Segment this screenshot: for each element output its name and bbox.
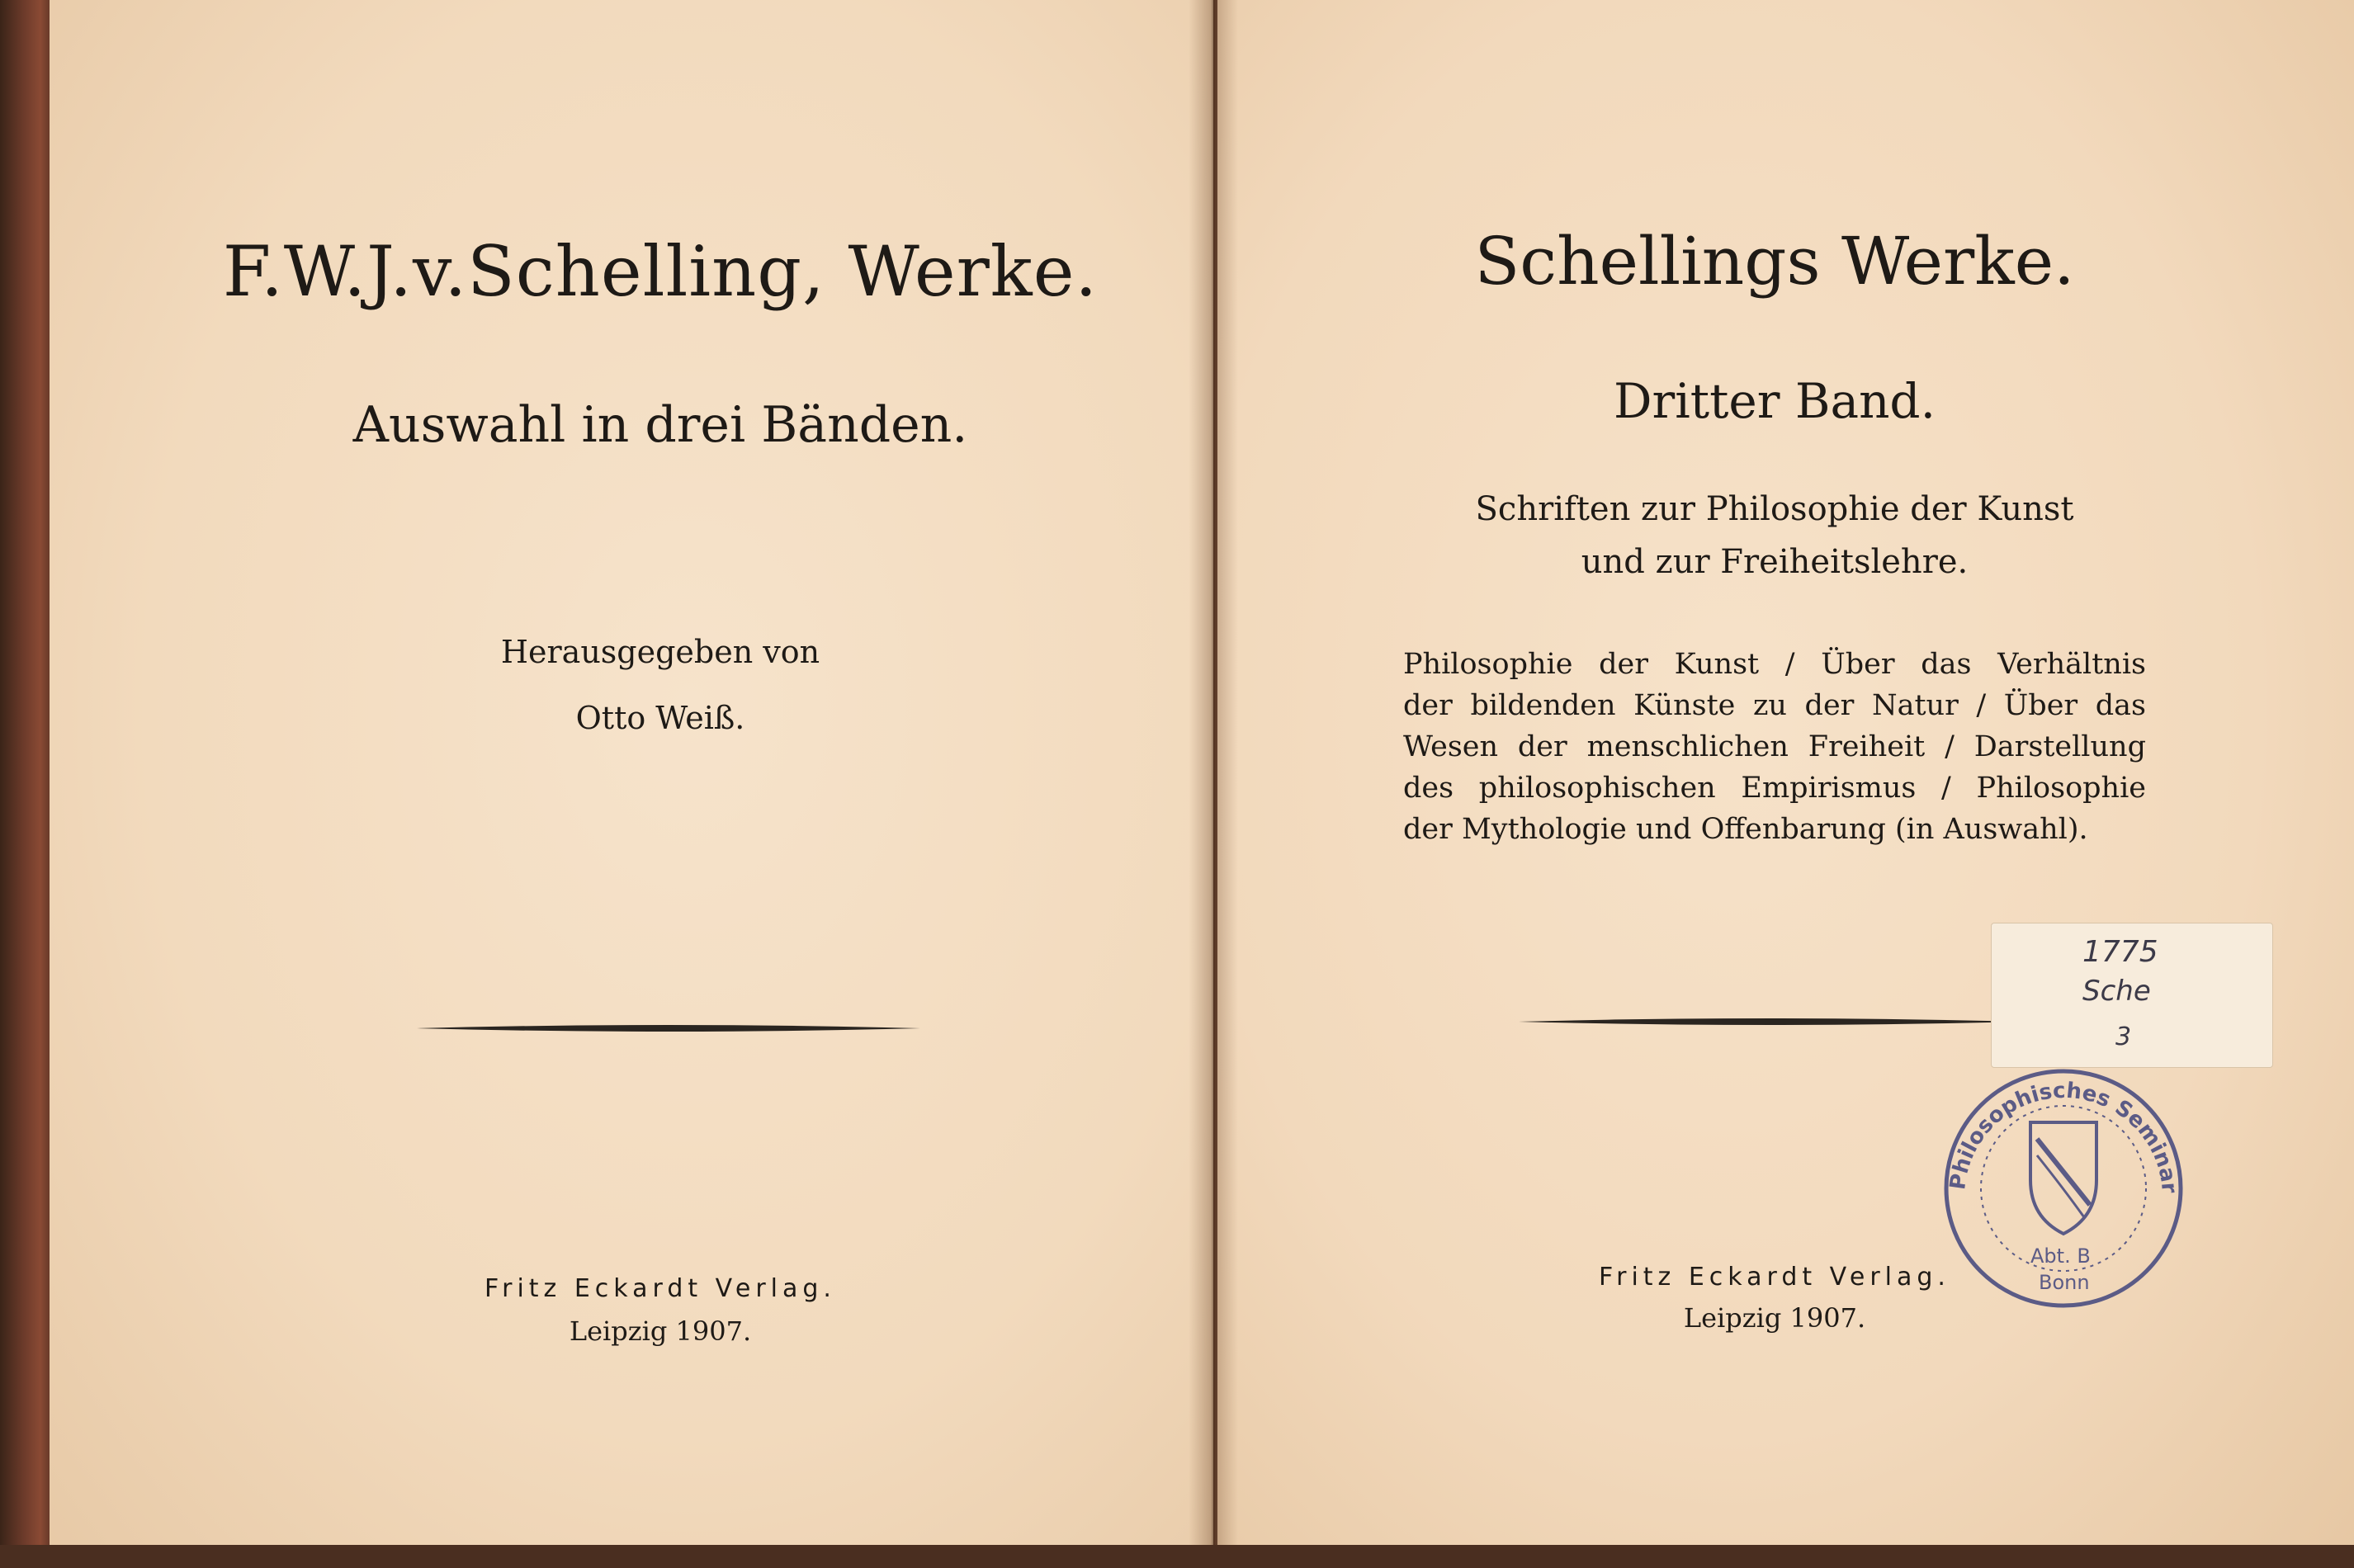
editor-line: Herausgegeben von (500, 634, 820, 670)
contents-block (1403, 644, 2146, 850)
shelf-volume: 3 (2115, 1023, 2132, 1051)
contents-line: der bildenden Künste zu der Natur / Über das (1403, 689, 2146, 722)
book-gutter (1189, 0, 1238, 1568)
volume-label: Dritter Band. (1614, 373, 1936, 429)
left-title: F.W.J.v.Schelling, Werke. (222, 231, 1099, 312)
stamp-ring-text: Philosophisches Seminar (1945, 1078, 2182, 1194)
left-subtitle: Auswahl in drei Bänden. (352, 396, 968, 454)
contents-line: Philosophie der Kunst / Über das Verhältnis (1403, 648, 2146, 681)
series-line-1: Schriften zur Philosophie der Kunst (1475, 490, 2074, 528)
right-place-year: Leipzig 1907. (1683, 1302, 1866, 1334)
shelf-label (1991, 923, 2273, 1068)
series-line-2: und zur Freiheitslehre. (1581, 543, 1969, 581)
contents-line: des philosophischen Empirismus / Philosophie (1403, 772, 2146, 805)
svg-text:Philosophisches Seminar der Un (1931, 1065, 2181, 1194)
right-publisher: Fritz Eckardt Verlag. (1599, 1263, 1950, 1292)
shelf-number: 1775 (2082, 935, 2158, 969)
stamp-city-text: Bonn (2039, 1271, 2090, 1294)
contents-line: Wesen der menschlichen Freiheit / Darstellung (1403, 730, 2146, 763)
left-place-year: Leipzig 1907. (569, 1315, 752, 1347)
contents-line: der Mythologie und Offenbarung (in Auswahl). (1403, 813, 2088, 846)
library-stamp (1931, 1065, 2196, 1315)
stamp-inner-text: Abt. B (2030, 1244, 2091, 1268)
left-publisher: Fritz Eckardt Verlag. (485, 1274, 836, 1303)
editor-name: Otto Weiß. (575, 700, 745, 736)
book-bottom-edge (0, 1545, 2354, 1568)
shelf-code: Sche (2082, 975, 2151, 1008)
right-title: Schellings Werke. (1474, 223, 2075, 300)
